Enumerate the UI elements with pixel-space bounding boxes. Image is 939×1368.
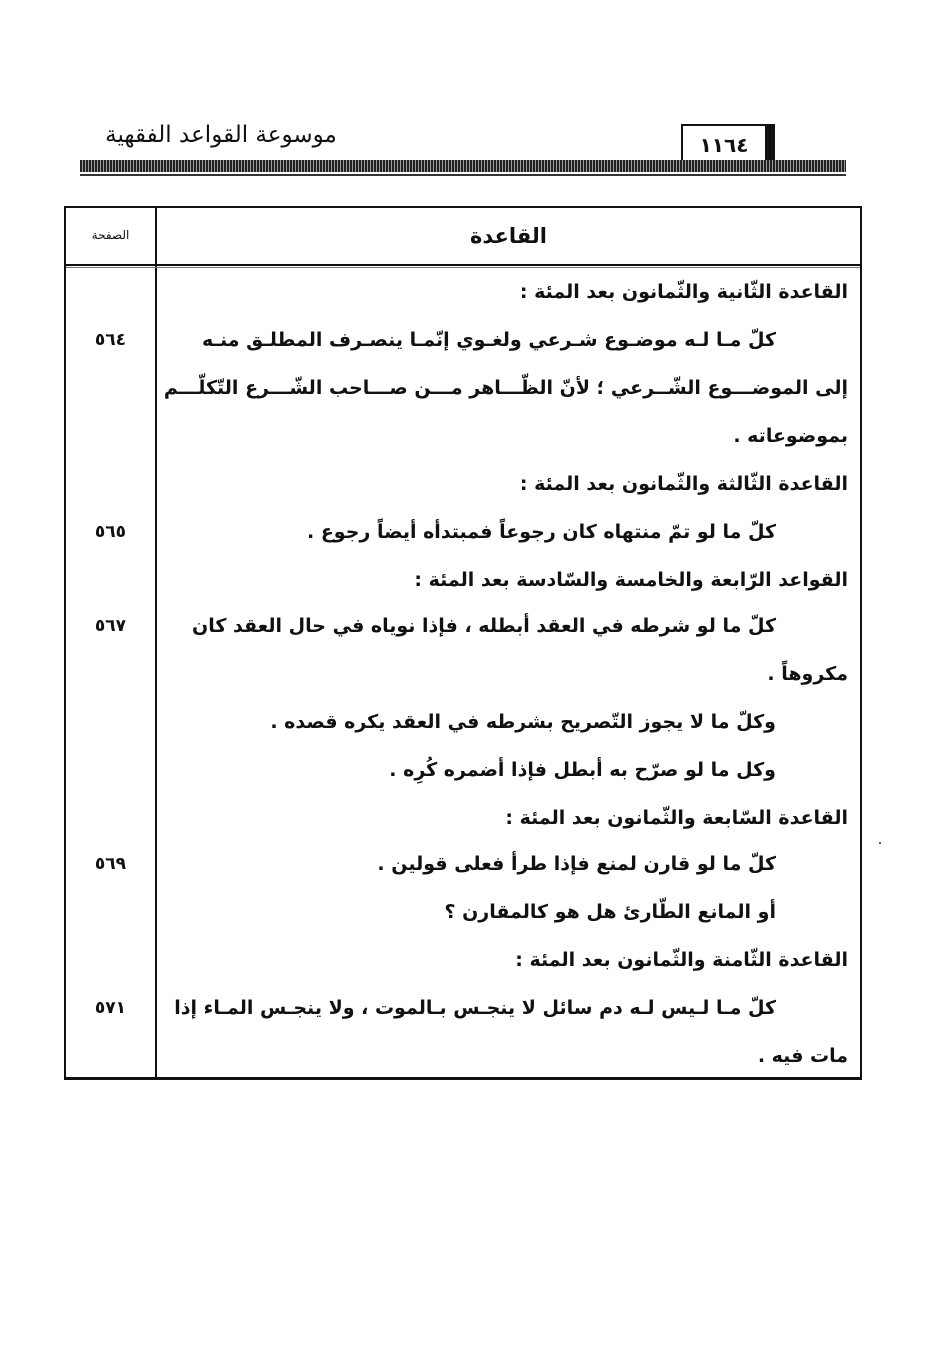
column-header-rule: القاعدة <box>470 224 547 248</box>
rule-heading: القاعدة الثّانية والثّمانون بعد المئة : <box>519 281 848 303</box>
page-ref: ٥٦٩ <box>94 854 127 874</box>
rule-text: كلّ ما لو تمّ منتهاه كان رجوعاً فمبتدأه أيضاً رجوع . <box>307 521 776 543</box>
page-ref: ٥٦٥ <box>94 522 127 542</box>
rule-heading: القاعدة الثّالثة والثّمانون بعد المئة : <box>519 473 848 495</box>
rule-text: مكروهاً . <box>767 663 848 685</box>
rule-text: كلّ مـا لـيس لـه دم سائل لا ينجـس بـالموت ، ولا ينجـس المـاء إذا <box>174 997 776 1019</box>
rule-text: كلّ ما لو شرطه في العقد أبطله ، فإذا نوياه في حال العقد كان <box>192 615 776 637</box>
page-header <box>0 0 939 200</box>
header-rule-thin <box>80 174 846 176</box>
rule-text: أو المانع الطّارئ هل هو كالمقارن ؟ <box>444 901 776 923</box>
rule-heading: القاعدة السّابعة والثّمانون بعد المئة : <box>505 807 848 829</box>
scan-speck <box>879 842 881 844</box>
book-title: موسوعة القواعد الفقهية <box>105 122 337 148</box>
header-divider-shadow <box>66 267 860 268</box>
rule-text: بموضوعاته . <box>733 425 848 447</box>
rule-heading: القاعدة الثّامنة والثّمانون بعد المئة : <box>515 949 848 971</box>
column-header-page: الصفحة <box>91 228 130 242</box>
rule-text: كلّ مـا لـه موضـوع شـرعي ولغـوي إنّمـا ينصـرف المطلـق منـه <box>201 329 776 351</box>
rule-text: وكلّ ما لا يجوز التّصريح بشرطه في العقد يكره قصده . <box>270 711 776 733</box>
column-divider <box>155 208 157 1077</box>
page-number: ١١٦٤ <box>699 133 749 157</box>
rule-text: مات فيه . <box>757 1045 848 1067</box>
page-ref: ٥٦٧ <box>94 616 127 636</box>
header-rule <box>80 160 846 172</box>
page-ref: ٥٦٤ <box>94 330 127 350</box>
rule-heading: القواعد الرّابعة والخامسة والسّادسة بعد المئة : <box>414 569 848 591</box>
index-table <box>64 206 862 1080</box>
page-ref: ٥٧١ <box>94 998 127 1018</box>
rule-text: كلّ ما لو قارن لمنع فإذا طرأ فعلى قولين . <box>377 853 776 875</box>
rule-text: إلى الموضـــوع الشّــرعي ؛ لأنّ الظّـــاهر مـــن صـــاحب الشّـــرع التّكلّـــم <box>163 377 848 399</box>
header-divider <box>66 264 860 266</box>
rule-text: وكل ما لو صرّح به أبطل فإذا أضمره كُرِه . <box>389 759 776 781</box>
